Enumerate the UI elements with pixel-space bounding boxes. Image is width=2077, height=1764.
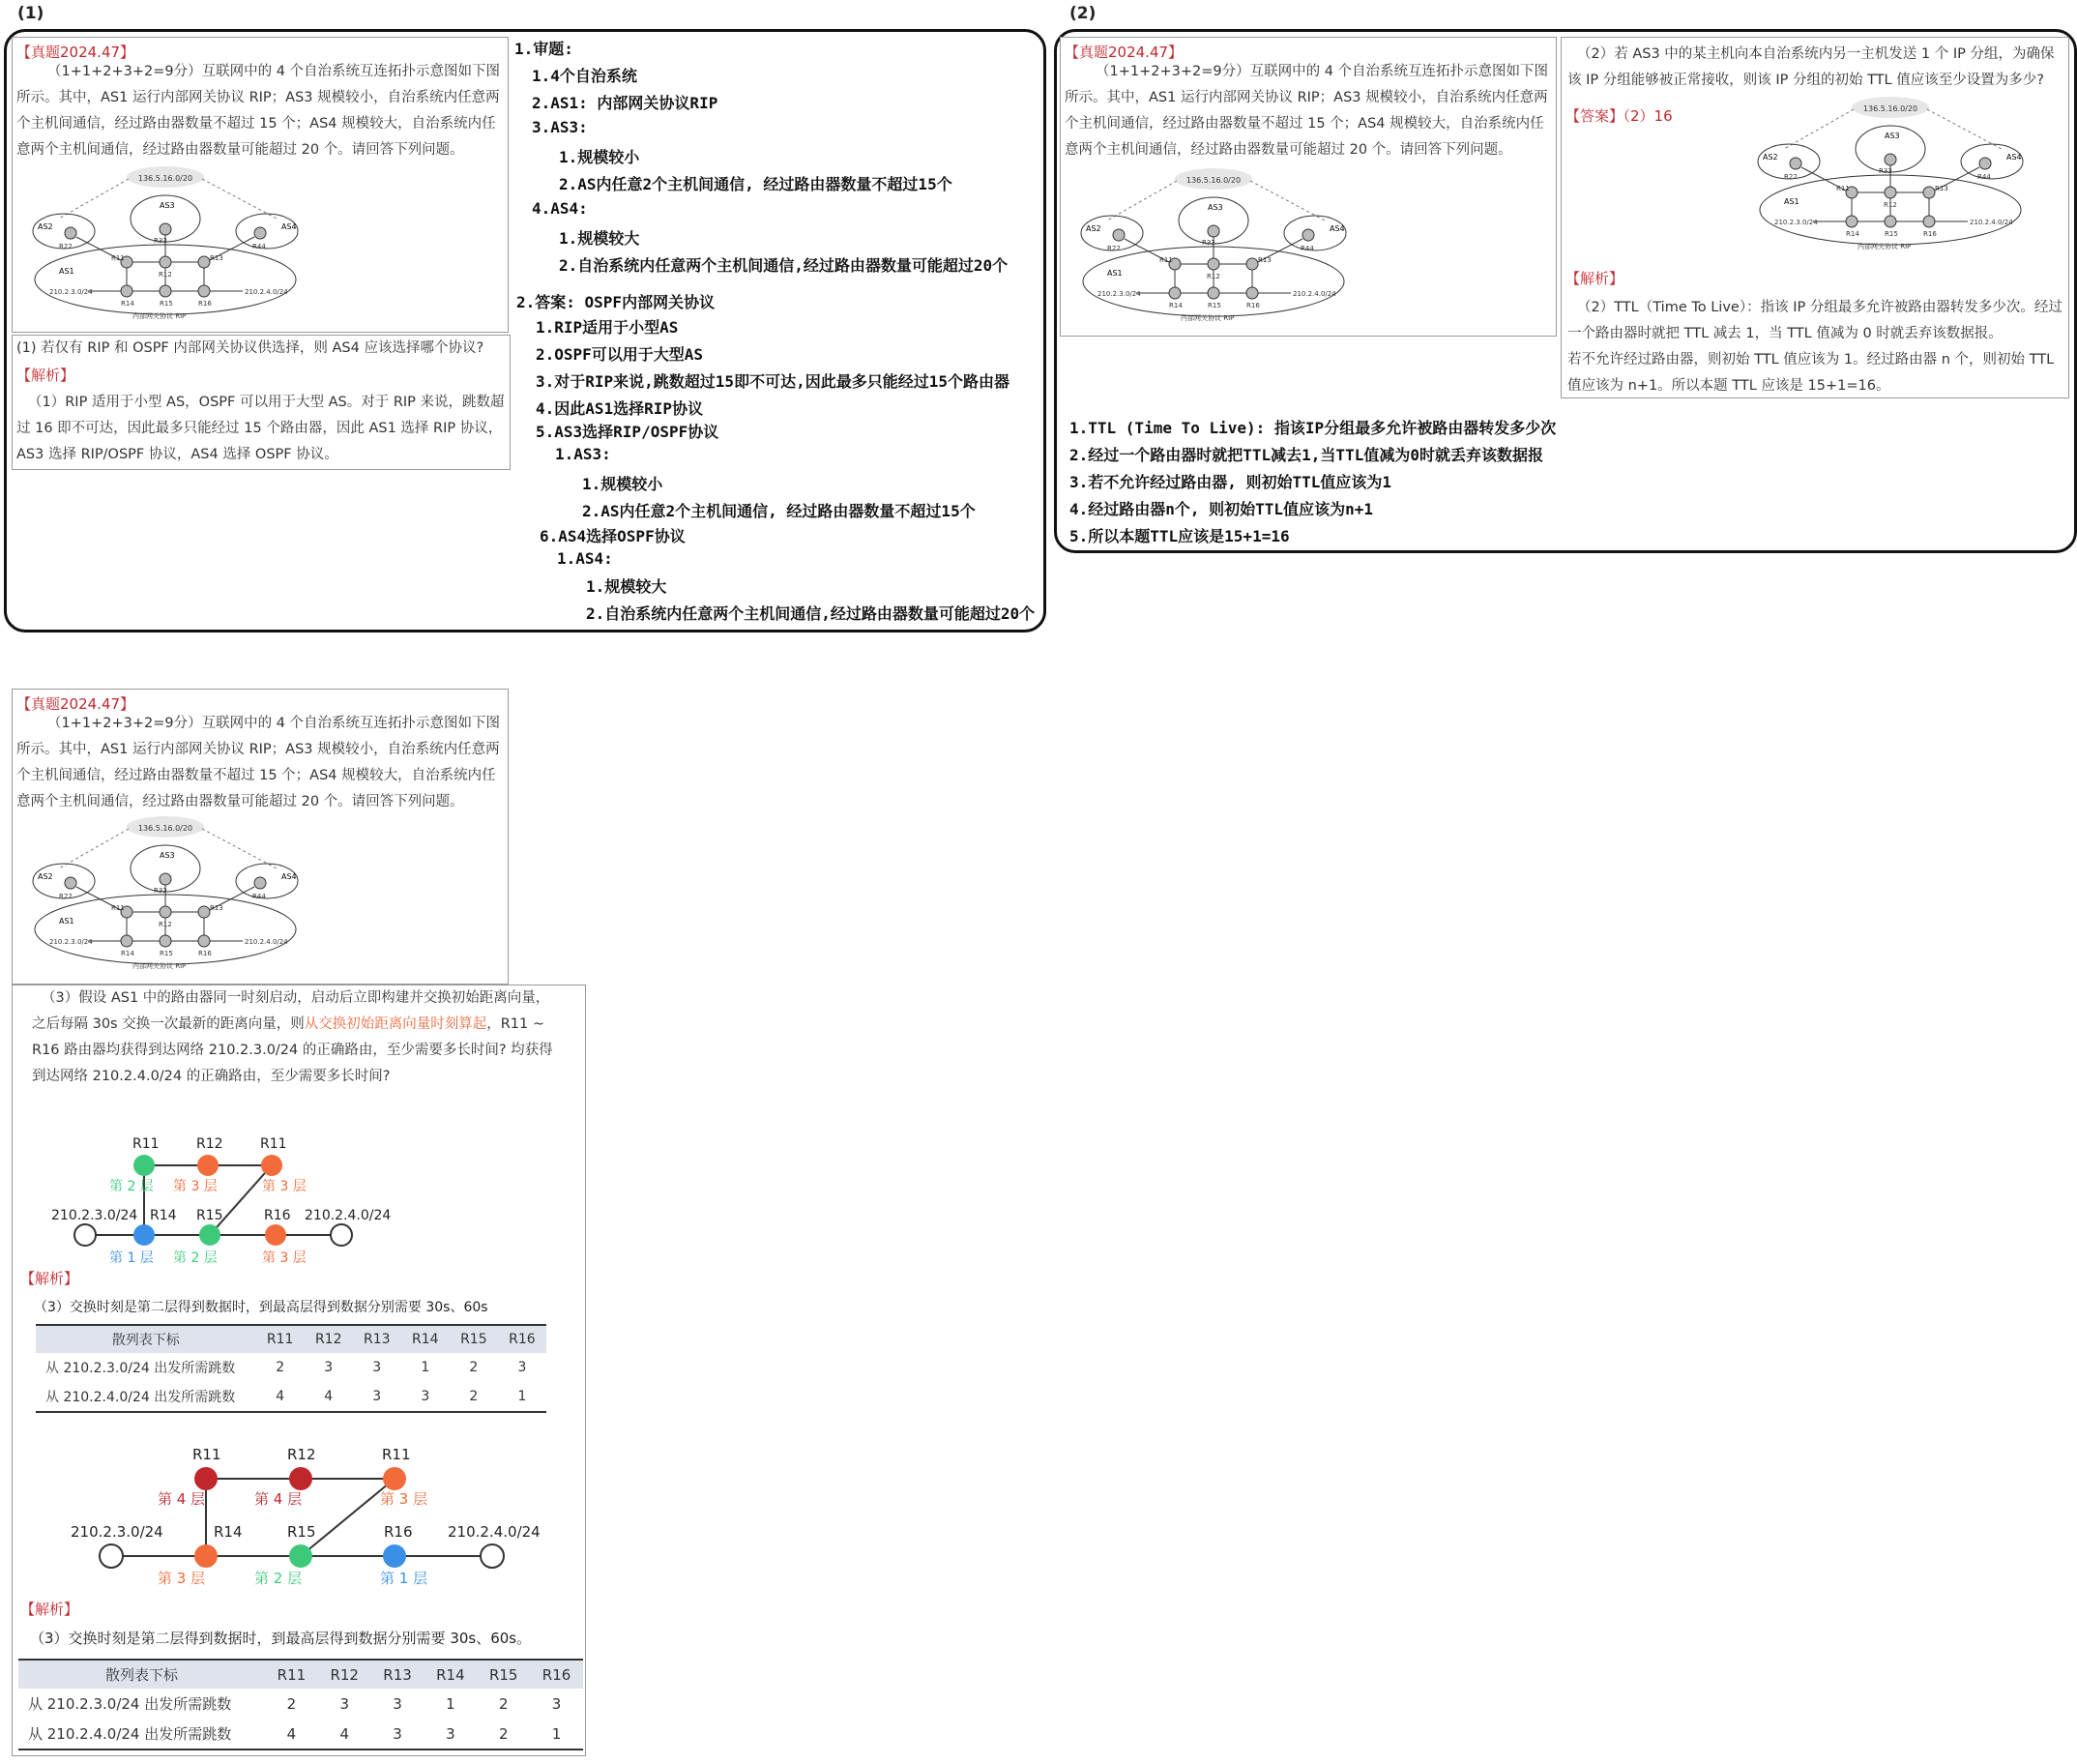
graph1-node-R11b [261, 1155, 282, 1176]
question-card-2 [1060, 37, 1557, 337]
q1-note: 5.AS3选择RIP/OSPF协议 [536, 423, 719, 441]
svg-text:第 2 层: 第 2 层 [109, 1179, 154, 1194]
q1-note: 1.审题: [514, 40, 573, 58]
q1-note: 2.自治系统内任意两个主机间通信,经过路由器数量可能超过20个 [586, 604, 1036, 623]
svg-text:AS2: AS2 [1763, 153, 1778, 162]
q2-analysis-1: （2）TTL（Time To Live）：指该 IP 分组最多允许被路由器转发多少次。经过一个路由器时就把 TTL 减去 1，当 TTL 值减为 0 时就丢弃该数据报。 [1567, 300, 2062, 341]
svg-text:第 3 层: 第 3 层 [158, 1570, 206, 1587]
q2-note: 1.TTL (Time To Live): 指该IP分组最多允许被路由器转发多少次 [1069, 419, 1557, 437]
svg-text:R12: R12 [159, 271, 172, 279]
q1-note: 2.答案: OSPF内部网关协议 [516, 293, 716, 311]
question-intro: （1+1+2+3+2=9分）互联网中的 4 个自治系统互连拓扑示意图如下图所示。其中，AS1 运行内部网关协议 RIP；AS3 规模较小，自治系统内任意两个主机间通信，经过路由器数量不超过 15 个；AS4 规模较大，自治系统内任意两个主机间通信，经过路由器数量可能超过 20 个。请回答下列问题。 [16, 716, 501, 809]
graph2-node-R12 [289, 1467, 312, 1490]
svg-text:R15: R15 [196, 1208, 223, 1223]
svg-text:210.2.3.0/24: 210.2.3.0/24 [49, 288, 93, 296]
svg-text:内部网关协议 RIP: 内部网关协议 RIP [1858, 243, 1912, 250]
q1-note: 6.AS4选择OSPF协议 [540, 527, 686, 545]
hop-table-1 [36, 1324, 546, 1413]
svg-text:R11: R11 [132, 1136, 160, 1152]
svg-text:R22: R22 [59, 893, 73, 900]
svg-text:210.2.3.0/24: 210.2.3.0/24 [1097, 290, 1141, 298]
q1-note: 2.OSPF可以用于大型AS [536, 345, 704, 364]
svg-text:AS1: AS1 [1107, 269, 1123, 278]
svg-text:R14: R14 [150, 1208, 177, 1223]
topology-svg [20, 165, 310, 330]
q1-note: 1.RIP适用于小型AS [536, 318, 679, 337]
graph1-node-R11a [133, 1155, 155, 1176]
svg-text:内部网关协议 RIP: 内部网关协议 RIP [1181, 314, 1235, 322]
svg-text:210.2.4.0/24: 210.2.4.0/24 [1293, 290, 1336, 298]
q1-note: 1.规模较大 [586, 577, 667, 596]
svg-text:R33: R33 [154, 237, 167, 245]
svg-text:136.5.16.0/20: 136.5.16.0/20 [1185, 176, 1242, 185]
svg-text:第 3 层: 第 3 层 [262, 1179, 307, 1194]
question-card-1 [12, 37, 509, 333]
svg-text:第 3 层: 第 3 层 [173, 1179, 218, 1194]
q1-note: 4.因此AS1选择RIP协议 [536, 399, 704, 418]
svg-text:R16: R16 [198, 950, 212, 957]
svg-text:R13: R13 [1258, 256, 1272, 264]
svg-text:R14: R14 [1846, 230, 1859, 238]
svg-text:210.2.4.0/24: 210.2.4.0/24 [245, 288, 288, 296]
q2-question: （2）若 AS3 中的某主机向本自治系统内另一主机发送 1 个 IP 分组，为确保该 IP 分组能够被正常接收，则该 IP 分组的初始 TTL 值应该至少设置为多少? [1567, 46, 2055, 88]
svg-text:第 2 层: 第 2 层 [254, 1570, 303, 1587]
svg-text:第 2 层: 第 2 层 [173, 1250, 218, 1266]
svg-text:R16: R16 [1246, 302, 1260, 309]
q1-analysis-tag: 【解析】 [16, 367, 75, 384]
q3-question-highlight: 从交换初始距离向量时刻算起 [304, 1016, 487, 1032]
q1-note: 2.自治系统内任意两个主机间通信,经过路由器数量可能超过20个 [559, 256, 1009, 275]
svg-text:第 4 层: 第 4 层 [254, 1490, 303, 1508]
topology-figure [20, 815, 310, 984]
svg-text:R13: R13 [1935, 185, 1948, 192]
as1-label: AS1 [59, 267, 74, 276]
svg-text:R44: R44 [1977, 173, 1991, 181]
svg-text:AS3: AS3 [1208, 203, 1223, 212]
q1-note: 2.AS内任意2个主机间通信, 经过路由器数量不超过15个 [582, 502, 976, 520]
svg-text:R15: R15 [287, 1523, 316, 1541]
q1-question: (1) 若仅有 RIP 和 OSPF 内部网关协议供选择，则 AS4 应该选择哪个协议? [16, 340, 484, 356]
graph2-node-R15 [289, 1544, 312, 1568]
topology-svg [1068, 167, 1359, 332]
svg-text:210.2.4.0/24: 210.2.4.0/24 [1970, 219, 2013, 226]
svg-text:136.5.16.0/20: 136.5.16.0/20 [137, 824, 193, 833]
q2-analysis-tag: 【解析】 [1565, 270, 1624, 287]
table-row: 从 210.2.3.0/24 出发所需跳数 2 3 3 1 2 3 [28, 1694, 562, 1713]
svg-text:210.2.3.0/24: 210.2.3.0/24 [49, 938, 93, 946]
svg-text:210.2.4.0/24: 210.2.4.0/24 [305, 1208, 392, 1223]
q1-note: 1.规模较小 [582, 475, 663, 493]
q3-question: （3）假设 AS1 中的路由器同一时刻启动，启动后立即构建并交换初始距离向量，之后每隔 30s 交换一次最新的距离向量，则从交换初始距离向量时刻算起，R11 ~ R16 路由器均获得到达网络 210.2.3.0/24 的正确路由，至少需要多长时间? 均获得到达网络 210.2.4.0/24 的正确路由，至少需要多长时间? [32, 990, 553, 1084]
section-label-1: (1) [17, 4, 44, 23]
q1-note: 1.规模较大 [559, 229, 640, 248]
svg-text:R22: R22 [59, 243, 73, 250]
svg-text:R33: R33 [154, 887, 167, 895]
q1-note: 2.AS1: 内部网关协议RIP [532, 94, 718, 112]
table-row: 从 210.2.3.0/24 出发所需跳数 2 3 3 1 2 3 [45, 1360, 527, 1376]
svg-text:第 3 层: 第 3 层 [262, 1250, 307, 1266]
svg-text:136.5.16.0/20: 136.5.16.0/20 [1862, 104, 1918, 113]
svg-text:R11: R11 [111, 904, 125, 912]
svg-text:R11: R11 [382, 1446, 411, 1463]
q2-answer: （2）16 [1616, 107, 1673, 125]
svg-text:R33: R33 [1879, 167, 1892, 175]
topology-figure [1068, 167, 1359, 336]
as2-label: AS2 [38, 222, 53, 231]
q3-analysis-1: （3）交换时刻是第二层得到数据时，到最高层得到数据分别需要 30s、60s [34, 1300, 488, 1315]
table-row: 从 210.2.4.0/24 出发所需跳数 4 4 3 3 2 1 [18, 1719, 583, 1749]
q2-note: 3.若不允许经过路由器, 则初始TTL值应该为1 [1069, 473, 1392, 491]
question-intro: （1+1+2+3+2=9分）互联网中的 4 个自治系统互连拓扑示意图如下图所示。其中，AS1 运行内部网关协议 RIP；AS3 规模较小，自治系统内任意两个主机间通信，经过路由器数量不超过 15 个；AS4 规模较大，自治系统内任意两个主机间通信，经过路由器数量可能超过 20 个。请回答下列问题。 [1065, 64, 1549, 158]
svg-text:AS1: AS1 [1784, 197, 1799, 206]
svg-text:R12: R12 [196, 1136, 223, 1152]
svg-text:第 1 层: 第 1 层 [109, 1250, 154, 1266]
svg-text:第 1 层: 第 1 层 [380, 1570, 428, 1587]
svg-text:AS3: AS3 [1885, 132, 1900, 140]
svg-text:R33: R33 [1202, 239, 1215, 247]
q1-note: 3.AS3: [532, 118, 588, 136]
svg-text:R44: R44 [252, 243, 266, 250]
q1-note: 3.对于RIP来说,跳数超过15即不可达,因此最多只能经过15个路由器 [536, 372, 1009, 391]
svg-text:第 3 层: 第 3 层 [380, 1490, 428, 1508]
layer-graph-1 [51, 1109, 554, 1283]
svg-text:R12: R12 [1207, 273, 1220, 280]
topology-figure [20, 165, 310, 334]
graph2-node-net-left [100, 1544, 123, 1568]
svg-text:R13: R13 [210, 254, 223, 262]
svg-text:210.2.4.0/24: 210.2.4.0/24 [245, 938, 288, 946]
svg-text:R22: R22 [1784, 173, 1798, 181]
as4-label: AS4 [281, 222, 297, 231]
svg-text:第 4 层: 第 4 层 [158, 1490, 206, 1508]
q2-answer-tag: 【答案】 [1565, 107, 1624, 125]
graph1-node-net-right [331, 1224, 352, 1246]
graph1-node-R15 [199, 1224, 220, 1246]
table-header-row: 散列表下标 R11 R12 R13 R14 R15 R16 [18, 1660, 583, 1689]
topology-svg [1745, 96, 2035, 260]
svg-text:R11: R11 [111, 254, 125, 262]
svg-text:R22: R22 [1107, 245, 1121, 252]
q1-note: 1.AS4: [557, 549, 613, 568]
hop-table-2 [18, 1659, 583, 1750]
svg-text:210.2.3.0/24: 210.2.3.0/24 [1774, 219, 1818, 226]
svg-text:R16: R16 [264, 1208, 291, 1223]
svg-text:R16: R16 [384, 1523, 413, 1541]
topology-figure [1745, 96, 2035, 264]
graph1-node-net-left [74, 1224, 96, 1246]
svg-text:R15: R15 [1885, 230, 1898, 238]
svg-text:210.2.3.0/24: 210.2.3.0/24 [71, 1523, 163, 1541]
svg-text:内部网关协议 RIP: 内部网关协议 RIP [132, 962, 187, 970]
graph1-node-R16 [265, 1224, 286, 1246]
question-card-3 [12, 689, 509, 985]
q1-note: 1.规模较小 [559, 148, 640, 166]
svg-text:R15: R15 [160, 950, 173, 957]
question-intro: （1+1+2+3+2=9分）互联网中的 4 个自治系统互连拓扑示意图如下图所示。其中，AS1 运行内部网关协议 RIP；AS3 规模较小，自治系统内任意两个主机间通信，经过路由器数量不超过 15 个；AS4 规模较大，自治系统内任意两个主机间通信，经过路由器数量可能超过 20 个。请回答下列问题。 [16, 64, 501, 158]
q2-note: 4.经过路由器n个, 则初始TTL值应该为n+1 [1069, 500, 1373, 518]
svg-text:R44: R44 [252, 893, 266, 900]
layer-graph-2 [51, 1421, 573, 1595]
table-header-row: 散列表下标 R11 R12 R13 R14 R15 R16 [36, 1325, 546, 1353]
svg-text:R15: R15 [1208, 302, 1221, 309]
graph2-node-R14 [194, 1544, 218, 1568]
q1-note: 1.AS3: [555, 445, 611, 463]
q1-note: 1.4个自治系统 [532, 67, 637, 85]
graph2-node-net-right [481, 1544, 504, 1568]
svg-text:R16: R16 [198, 300, 212, 308]
svg-text:R16: R16 [1923, 230, 1937, 238]
svg-text:R11: R11 [192, 1446, 221, 1463]
svg-text:AS2: AS2 [38, 872, 53, 881]
svg-text:AS2: AS2 [1086, 224, 1101, 233]
q1-note: 2.AS内任意2个主机间通信, 经过路由器数量不超过15个 [559, 175, 952, 193]
svg-text:R14: R14 [214, 1523, 243, 1541]
svg-text:R12: R12 [159, 921, 172, 928]
svg-text:R12: R12 [1884, 201, 1897, 209]
cloud-label: 136.5.16.0/20 [137, 174, 193, 183]
q2-note: 2.经过一个路由器时就把TTL减去1,当TTL值减为0时就丢弃该数据报 [1069, 446, 1543, 464]
q1-note: 4.AS4: [532, 199, 588, 218]
svg-text:内部网关协议 RIP: 内部网关协议 RIP [132, 312, 187, 320]
svg-text:AS4: AS4 [281, 872, 297, 881]
svg-text:R12: R12 [287, 1446, 316, 1463]
svg-text:AS4: AS4 [2006, 153, 2022, 162]
svg-text:R11: R11 [1159, 256, 1173, 264]
topology-svg [20, 815, 310, 980]
q1-analysis-card [12, 335, 511, 470]
graph2-node-R16 [383, 1544, 406, 1568]
section-label-2: (2) [1069, 4, 1097, 23]
svg-text:R44: R44 [1301, 245, 1314, 252]
question-tag: 【真题2024.47】 [16, 695, 135, 713]
graph1-node-R14 [133, 1224, 155, 1246]
question-tag: 【真题2024.47】 [1065, 44, 1184, 61]
q1-analysis: （1）RIP 适用于小型 AS，OSPF 可以用于大型 AS。对于 RIP 来说，跳数超过 16 即不可达，因此最多只能经过 15 个路由器，因此 AS1 选择 RIP 协议，AS3 选择 RIP/OSPF 协议，AS4 选择 OSPF 协议。 [16, 395, 505, 462]
svg-text:R13: R13 [210, 904, 223, 912]
svg-text:210.2.4.0/24: 210.2.4.0/24 [448, 1523, 541, 1541]
svg-text:R14: R14 [121, 300, 134, 308]
svg-text:AS3: AS3 [160, 851, 175, 860]
svg-text:R14: R14 [121, 950, 134, 957]
q3-analysis-2: （3）交换时刻是第二层得到数据时，到最高层得到数据分别需要 30s、60s。 [30, 1630, 532, 1647]
q2-note: 5.所以本题TTL应该是15+1=16 [1069, 527, 1290, 545]
svg-text:210.2.3.0/24: 210.2.3.0/24 [51, 1208, 138, 1223]
as3-label: AS3 [160, 201, 175, 210]
table-row: 从 210.2.4.0/24 出发所需跳数 4 4 3 3 2 1 [36, 1382, 546, 1412]
svg-text:R11: R11 [260, 1136, 287, 1152]
q3-analysis-tag-1: 【解析】 [20, 1270, 79, 1287]
svg-text:R14: R14 [1169, 302, 1183, 309]
graph2-node-R11a [194, 1467, 218, 1490]
graph1-node-R12 [197, 1155, 219, 1176]
q2-answer-card [1561, 37, 2069, 398]
svg-text:R15: R15 [160, 300, 173, 308]
svg-text:AS4: AS4 [1330, 224, 1345, 233]
question-tag: 【真题2024.47】 [16, 44, 135, 61]
q2-analysis-2: 若不允许经过路由器，则初始 TTL 值应该为 1。经过路由器 n 个，则初始 TTL 值应该为 n+1。所以本题 TTL 应该是 15+1=16。 [1567, 352, 2055, 394]
svg-text:AS1: AS1 [59, 917, 74, 926]
graph2-node-R11b [383, 1467, 406, 1490]
q3-analysis-card [12, 985, 586, 1756]
q3-analysis-tag-2: 【解析】 [20, 1601, 79, 1618]
svg-text:R11: R11 [1836, 185, 1850, 192]
